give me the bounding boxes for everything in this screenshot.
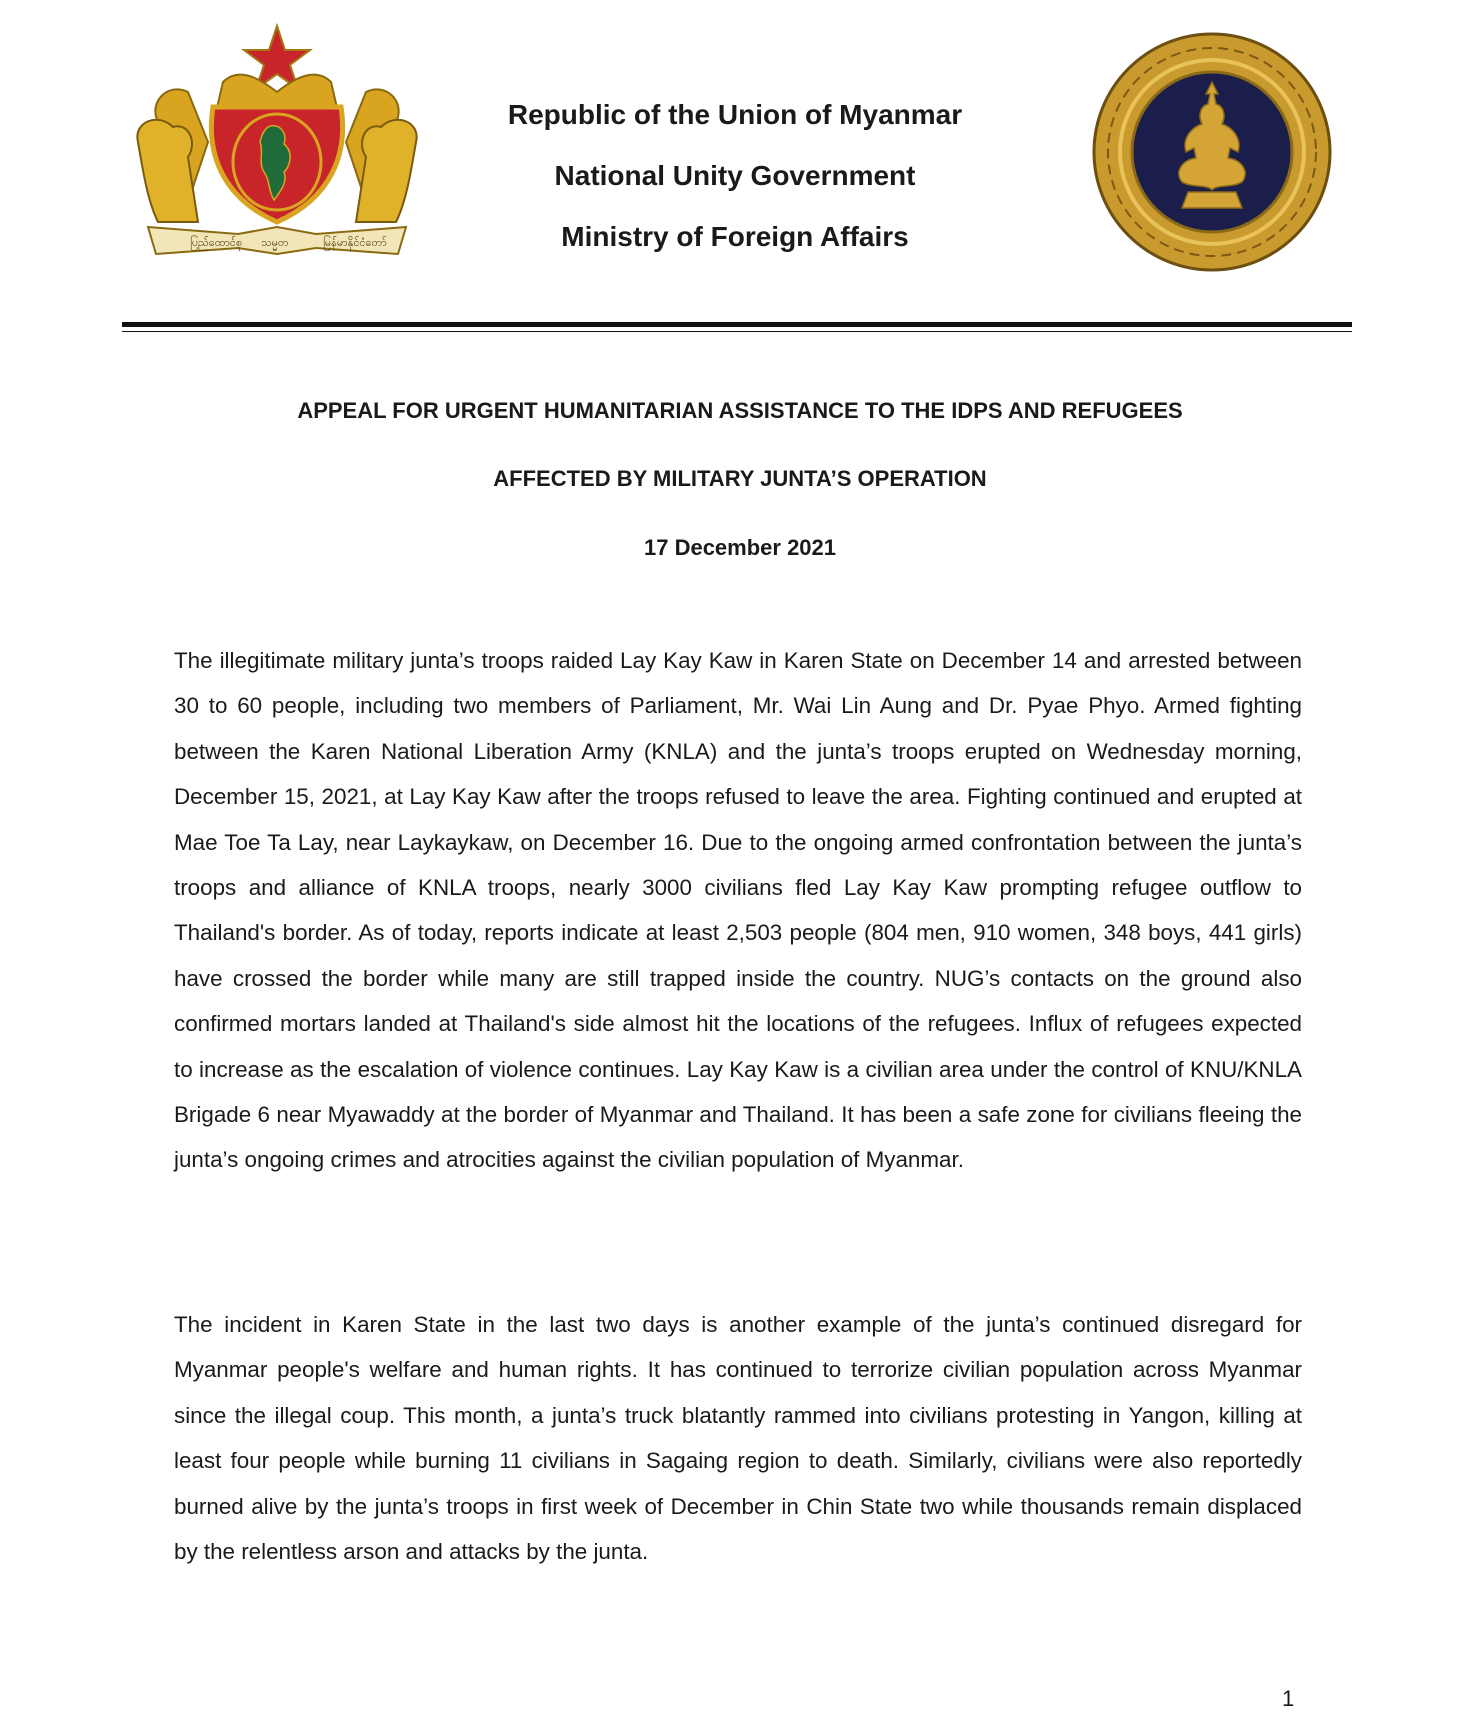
body-paragraph-1: The illegitimate military junta’s troops raided Lay Kay Kaw in Karen State on December 14 and arrested between 30 to 60 people, including two members of Parliament, Mr. Wai Lin Aung and Dr. Pyae Phyo. Armed fighting between the Karen National Liberation Army (KNLA) and the junta’s troops erupted on Wednesday morning, December 15, 2021, at Lay Kay Kaw after the troops refused to leave the area. Fighting continued and erupted at Mae Toe Ta Lay, near Laykaykaw, on December 16. Due to the ongoing armed confrontation between the junta’s troops and alliance of KNLA troops, nearly 3000 civilians fled Lay Kay Kaw prompting refugee outflow to Thailand's border. As of today, reports indicate at least 2,503 people (804 men, 910 women, 348 boys, 441 girls) have crossed the border while many are still trapped inside the country. NUG’s contacts on the ground also confirmed mortars landed at Thailand's side almost hit the locations of the refugees. Influx of refugees expected to increase as the escalation of violence continues. Lay Kay Kaw is a civilian area under the control of KNU/KNLA Brigade 6 near Myawaddy at the border of Myanmar and Thailand. It has been a safe zone for civilians fleeing the junta’s ongoing crimes and atrocities against the civilian population of Myanmar. bbox=[174, 648, 1302, 1173]
svg-text:မြန်မာနိုင်ငံတော်: မြန်မာနိုင်ငံတော် bbox=[323, 236, 387, 249]
header-titles bbox=[440, 100, 1030, 283]
header-divider-thin bbox=[122, 331, 1352, 332]
state-emblem-icon bbox=[128, 22, 426, 262]
svg-text:သမ္မတ: သမ္မတ bbox=[261, 236, 289, 249]
svg-text:ပြည်ထောင်စု: ပြည်ထောင်စု bbox=[190, 236, 243, 249]
page-number: 1 bbox=[1282, 1686, 1295, 1711]
document-title-line-1: APPEAL FOR URGENT HUMANITARIAN ASSISTANCE TO THE IDPS AND REFUGEES bbox=[297, 398, 1183, 423]
ministry-seal-icon bbox=[1092, 32, 1332, 272]
government-name: National Unity Government bbox=[554, 160, 916, 191]
document-date: 17 December 2021 bbox=[643, 535, 837, 560]
document-title-line-2: AFFECTED BY MILITARY JUNTA’S OPERATION bbox=[493, 466, 987, 491]
ministry-name: Ministry of Foreign Affairs bbox=[561, 221, 909, 252]
body-paragraph-2: The incident in Karen State in the last two days is another example of the junta’s continued disregard for Myanmar people's welfare and human rights. It has continued to terrorize civilian population across Myanmar since the illegal coup. This month, a junta’s truck blatantly rammed into civilians protesting in Yangon, killing at least four people while burning 11 civilians in Sagaing region to death. Similarly, civilians were also reportedly burned alive by the junta’s troops in first week of December in Chin State two while thousands remain displaced by the relentless arson and attacks by the junta. bbox=[174, 1312, 1302, 1565]
header-divider-thick bbox=[122, 322, 1352, 327]
country-name: Republic of the Union of Myanmar bbox=[507, 99, 963, 130]
